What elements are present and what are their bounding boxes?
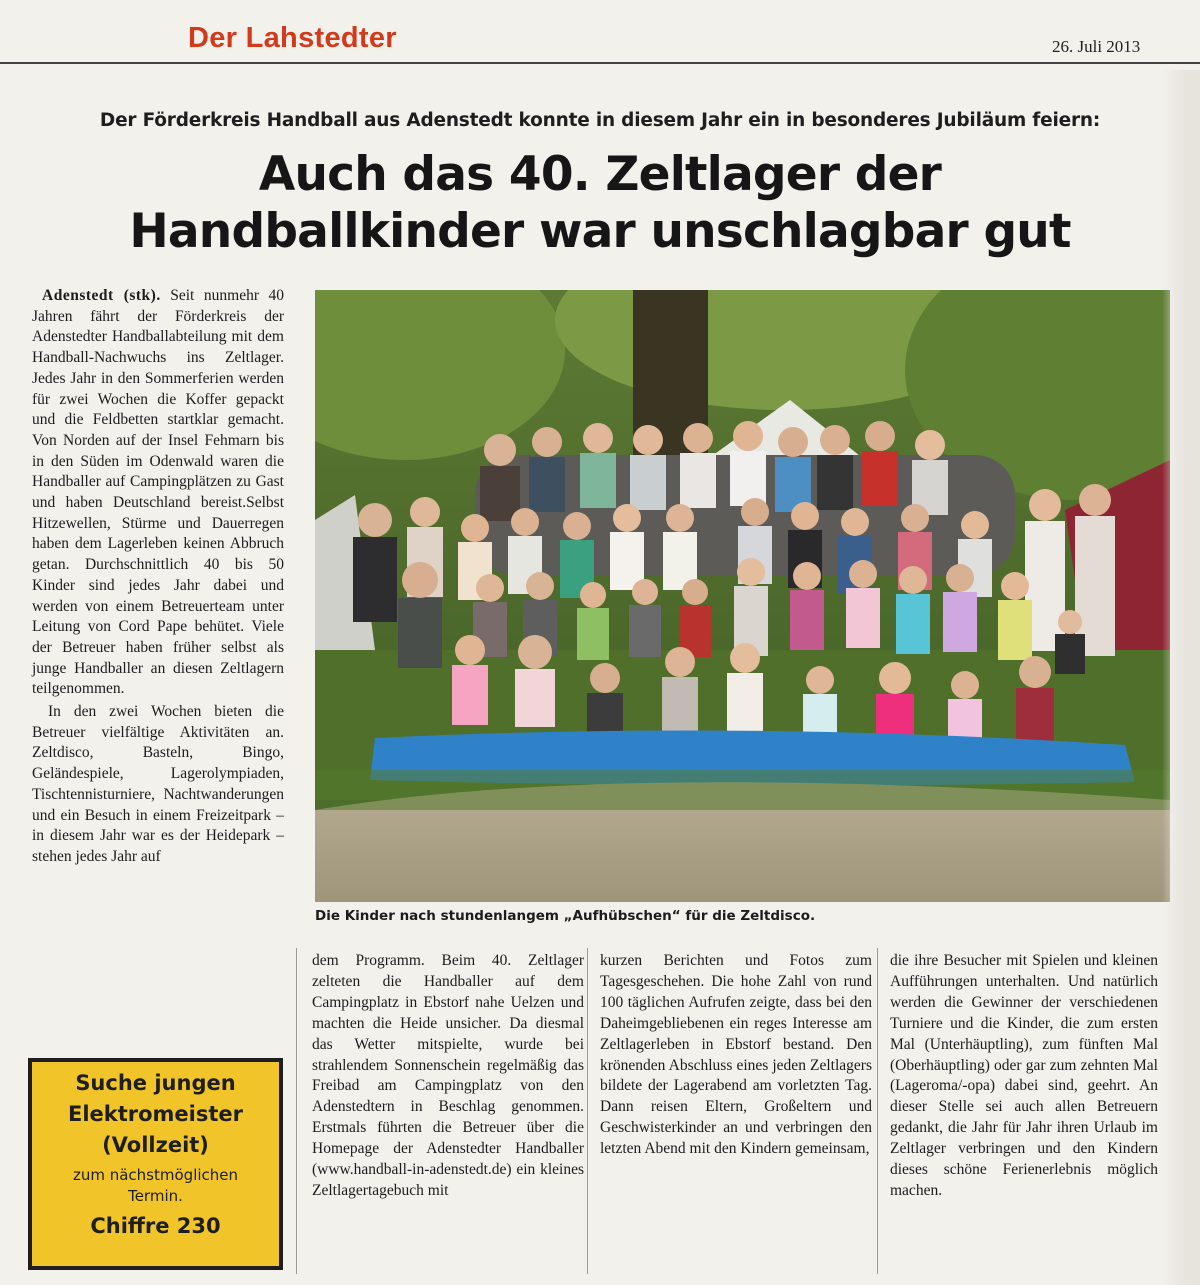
masthead: Der Lahstedter xyxy=(188,22,397,54)
column-divider xyxy=(296,948,297,1274)
ad-line-1: Suche jungen xyxy=(75,1071,236,1095)
ad-line-4: zum nächstmöglichen xyxy=(72,1166,239,1184)
group-photo-image xyxy=(315,290,1170,902)
header-rule xyxy=(0,62,1200,64)
group-photo xyxy=(315,290,1170,902)
article-column-2: dem Programm. Beim 40. Zeltlager zelteten die Handballer auf dem Campingplatz in Ebstorf nahe Uelzen und machten die Heide unsicher. Da diesmal das Wetter mitspielte, wurde bei strahlendem Sonnenschein regelmäßig das Freibad am Campingplatz von den Adenstedtern in Beschlag genommen. Erstmals führten die Betreuer über die Homepage der Adenstedter Handballer (www.handball-in-adenstedt.de) ein kleines Zeltlagertagebuch mit xyxy=(312,952,584,1199)
article-kicker: Der Förderkreis Handball aus Adenstedt konnte in diesem Jahr ein in besonderes Jubiläum feiern: xyxy=(99,110,1101,131)
paragraph-2: In den zwei Wochen bieten die Betreuer vielfältige Aktivitäten an. Zeltdisco, Basteln, Bingo, Geländespiele, Lagerolympiaden, Tischtennisturniere, Nachtwanderungen und ein Besuch in einem Freizeitpark – in diesem Jahr war es der Heidepark – stehen jedes Jahr auf xyxy=(32,703,284,865)
lead-text: Seit nunmehr 40 Jahren fährt der Förderkreis der Adenstedter Handballabteilung mit dem Handball-Nachwuchs ins Zeltlager. Jedes Jahr in den Sommerferien werden für zwei Wochen die Koffer gepackt und die Feldbetten startklar gemacht. Von Norden auf der Insel Fehmarn bis in den Süden im Odenwald waren die Handballer auf Campingplätzen zu Gast und haben Deutschland bereist.Selbst Hitzewellen, Stürme und Dauerregen haben dem Lagerleben keinen Abbruch getan. Durchschnittlich 40 bis 50 Kinder sind jedes Jahr dabei und werden von einem Betreuerteam unter Leitung von Cord Pape behütet. Viele der Betreuer haben früher selbst als junge Handballer an diesen Zeltlagern teilgenommen. xyxy=(32,287,285,698)
ad-line-3: (Vollzeit) xyxy=(102,1133,209,1157)
ad-line-2: Elektromeister xyxy=(67,1102,244,1126)
article-dateline: Adenstedt (stk). xyxy=(42,287,161,304)
article-column-3: kurzen Berichten und Fotos zum Tagesgeschehen. Die hohe Zahl von rund 100 täglichen Aufrufen zeigte, dass bei den Daheimgebliebenen ein reges Interesse am Zeltlagerleben in Ebstorf bestand. Den krönenden Abschluss eines jeden Zeltlagers bildete der Lagerabend am vorletzten Tag. Dann reisen Eltern, Großeltern und Geschwisterkinder an und verbringen den letzten Abend mit den Kindern gemeinsam, xyxy=(600,952,872,1158)
column-divider xyxy=(587,948,588,1274)
article-column-left xyxy=(32,286,284,868)
ad-chiffre: Chiffre 230 xyxy=(90,1214,221,1238)
article-headline xyxy=(0,146,1200,260)
photo-caption: Die Kinder nach stundenlangem „Aufhübschen“ für die Zeltdisco. xyxy=(315,908,816,924)
issue-date: 26. Juli 2013 xyxy=(1052,37,1141,56)
lead-paragraph xyxy=(32,286,284,700)
ad-line-5: Termin. xyxy=(128,1187,183,1205)
headline-line-2: Handballkinder war unschlagbar gut xyxy=(129,204,1071,259)
column-divider xyxy=(877,948,878,1274)
adjacent-page-edge xyxy=(1162,70,1200,1285)
classified-ad xyxy=(28,1058,283,1270)
headline-line-1: Auch das 40. Zeltlager der xyxy=(258,147,942,202)
article-column-4: die ihre Besucher mit Spielen und kleinen Aufführungen unterhalten. Und natürlich werden die Gewinner der verschiedenen Turniere und die Kinder, die zum ersten Mal (Unterhäuptling), zum fünften Mal (Oberhäuptling) oder gar zum zehnten Mal (Lageroma/-opa) dabei sind, geehrt. An dieser Stelle sei auch allen Betreuern gedankt, die Jahr für Jahr ihren Urlaub im Zeltlager verbringen und den Kindern dieses schöne Ferienerlebnis möglich machen. xyxy=(890,952,1158,1199)
